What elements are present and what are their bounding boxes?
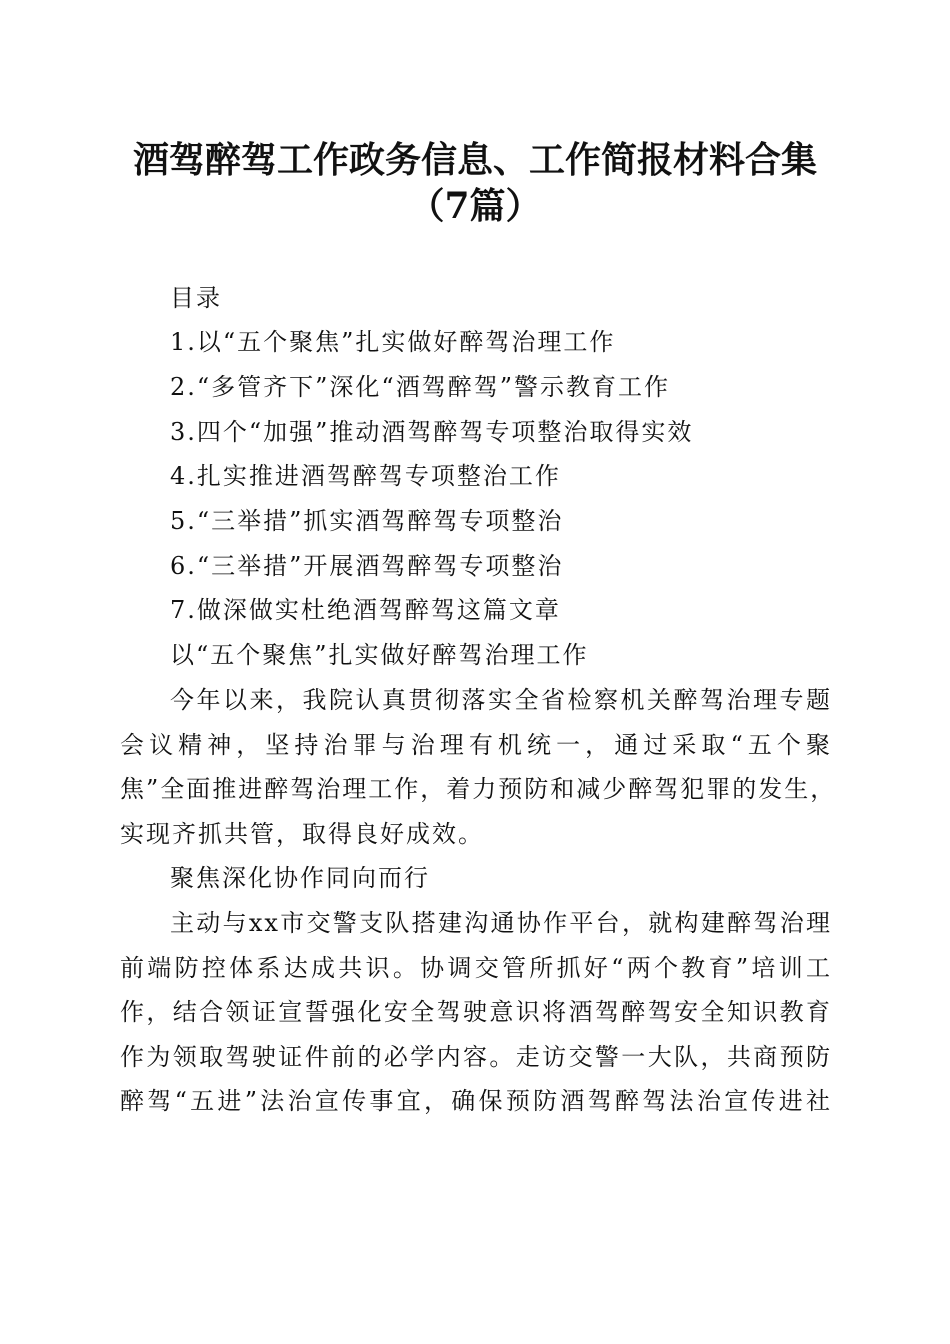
toc-item-5: 5.“三举措”抓实酒驾醉驾专项整治 (170, 507, 564, 535)
section-heading: 聚焦深化协作同向而行 (170, 864, 430, 892)
paragraph-1-line-4: 实现齐抓共管，取得良好成效。 (120, 820, 484, 848)
paragraph-2-line-2: 前端防控体系达成共识。协调交管所抓好“两个教育”培训工 (120, 954, 832, 982)
toc-item-4: 4.扎实推进酒驾醉驾专项整治工作 (170, 462, 561, 490)
toc-item-3: 3.四个“加强”推动酒驾醉驾专项整治取得实效 (170, 418, 694, 446)
toc-item-2: 2.“多管齐下”深化“酒驾醉驾”警示教育工作 (170, 373, 670, 401)
toc-heading: 目录 (170, 284, 222, 312)
paragraph-2-line-1: 主动与xx市交警支队搭建沟通协作平台，就构建醉驾治理 (170, 909, 832, 937)
paragraph-2-line-4: 作为领取驾驶证件前的必学内容。走访交警一大队，共商预防 (120, 1043, 832, 1071)
toc-item-1: 1.以“五个聚焦”扎实做好醉驾治理工作 (170, 328, 616, 356)
paragraph-1-line-2: 会议精神，坚持治罪与治理有机统一，通过采取“五个聚 (120, 731, 832, 759)
paragraph-2-line-5: 醉驾“五进”法治宣传事宜，确保预防酒驾醉驾法治宣传进社 (120, 1087, 832, 1115)
document-title-line-2: （7篇） (408, 185, 542, 227)
paragraph-2-line-3: 作，结合领证宣誓强化安全驾驶意识将酒驾醉驾安全知识教育 (120, 998, 832, 1026)
toc-item-7: 7.做深做实杜绝酒驾醉驾这篇文章 (170, 596, 561, 624)
document-title-line-1: 酒驾醉驾工作政务信息、工作简报材料合集 (132, 139, 817, 181)
paragraph-1-line-1: 今年以来，我院认真贯彻落实全省检察机关醉驾治理专题 (170, 686, 832, 714)
paragraph-1-line-3: 焦”全面推进醉驾治理工作，着力预防和减少醉驾犯罪的发生， (120, 775, 837, 803)
toc-item-6: 6.“三举措”开展酒驾醉驾专项整治 (170, 552, 564, 580)
article-title: 以“五个聚焦”扎实做好醉驾治理工作 (170, 641, 589, 669)
